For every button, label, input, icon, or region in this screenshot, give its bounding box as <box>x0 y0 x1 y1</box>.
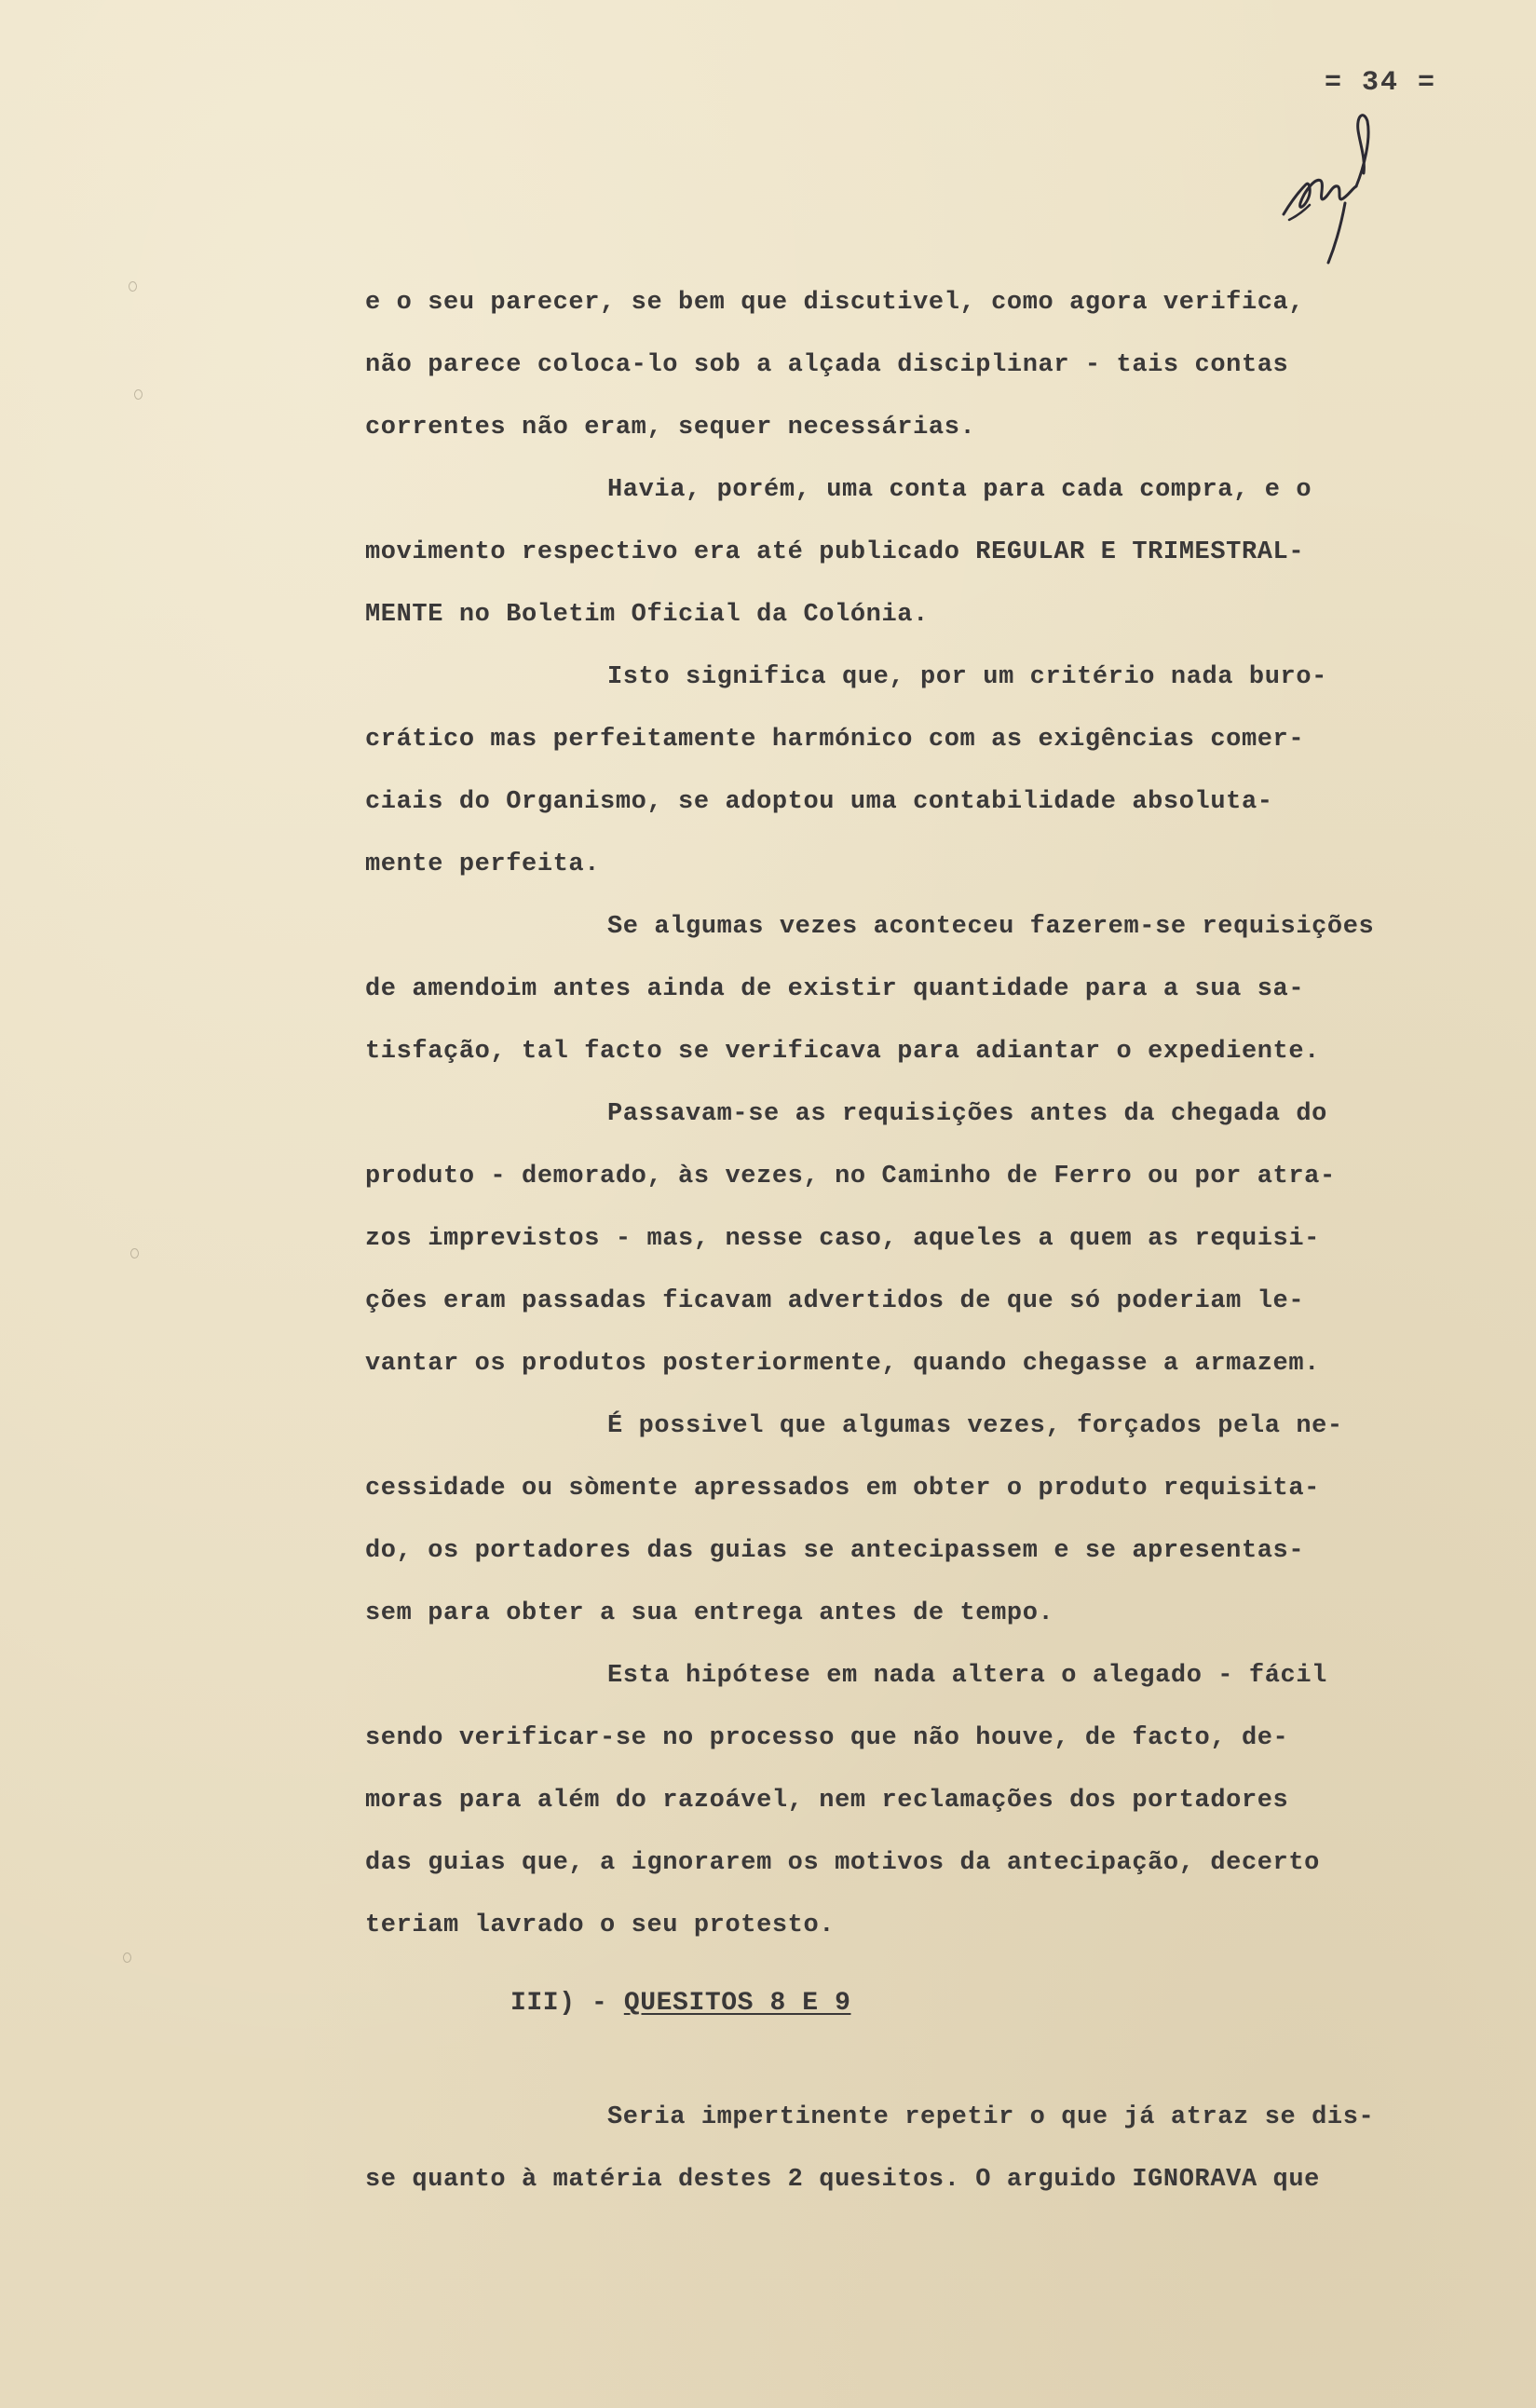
text-line: mente perfeita. <box>365 850 601 878</box>
binding-hole <box>134 389 143 400</box>
text-line: Esta hipótese em nada altera o alegado - fácil <box>607 1662 1327 1690</box>
text-line: das guias que, a ignorarem os motivos da antecipação, decerto <box>365 1849 1320 1877</box>
binding-hole <box>123 1952 131 1963</box>
page-number: = 34 = <box>1325 67 1437 99</box>
text-line: sem para obter a sua entrega antes de tempo. <box>365 1599 1054 1627</box>
final-paragraph <box>365 2087 1516 2211</box>
text-line: vantar os produtos posteriormente, quando chegasse a armazem. <box>365 1350 1320 1378</box>
text-line: cessidade ou sòmente apressados em obter o produto requisita- <box>365 1475 1320 1503</box>
text-line: não parece coloca-lo sob a alçada disciplinar - tais contas <box>365 351 1289 379</box>
text-line: se quanto à matéria destes 2 quesitos. O arguido IGNORAVA que <box>365 2166 1320 2194</box>
text-line: tisfação, tal facto se verificava para adiantar o expediente. <box>365 1038 1320 1066</box>
text-line: crático mas perfeitamente harmónico com as exigências comer- <box>365 726 1305 754</box>
text-line: zos imprevistos - mas, nesse caso, aqueles a quem as requisi- <box>365 1225 1320 1253</box>
text-line: MENTE no Boletim Oficial da Colónia. <box>365 601 929 629</box>
text-line: e o seu parecer, se bem que discutivel, como agora verifica, <box>365 289 1305 317</box>
text-line: Se algumas vezes aconteceu fazerem-se requisições <box>607 913 1375 941</box>
text-line: produto - demorado, às vezes, no Caminho de Ferro ou por atra- <box>365 1163 1336 1190</box>
section-heading <box>510 1989 850 2018</box>
text-line: Passavam-se as requisições antes da chegada do <box>607 1100 1327 1128</box>
text-line: Isto significa que, por um critério nada buro- <box>607 663 1327 691</box>
text-line: Seria impertinente repetir o que já atraz se dis- <box>607 2103 1375 2131</box>
section-title: QUESITOS 8 E 9 <box>623 1989 851 2018</box>
text-line: É possivel que algumas vezes, forçados pela ne- <box>607 1412 1343 1440</box>
text-line: de amendoim antes ainda de existir quantidade para a sua sa- <box>365 975 1305 1003</box>
text-line: ções eram passadas ficavam advertidos de que só poderiam le- <box>365 1287 1305 1315</box>
text-line: correntes não eram, sequer necessárias. <box>365 414 976 442</box>
section-number: III) - <box>510 1989 624 2018</box>
text-line: teriam lavrado o seu protesto. <box>365 1911 836 1939</box>
binding-hole <box>129 281 137 292</box>
text-line: ciais do Organismo, se adoptou uma contabilidade absoluta- <box>365 788 1273 816</box>
text-line: moras para além do razoável, nem reclamações dos portadores <box>365 1787 1289 1815</box>
text-line: movimento respectivo era até publicado REGULAR E TRIMESTRAL- <box>365 538 1305 566</box>
text-line: Havia, porém, uma conta para cada compra, e o <box>607 476 1312 504</box>
text-line: sendo verificar-se no processo que não houve, de facto, de- <box>365 1724 1289 1752</box>
text-line: do, os portadores das guias se antecipassem e se apresentas- <box>365 1537 1305 1565</box>
handwritten-initials <box>1267 102 1388 270</box>
binding-hole <box>130 1248 139 1258</box>
body-text <box>365 272 1516 1957</box>
